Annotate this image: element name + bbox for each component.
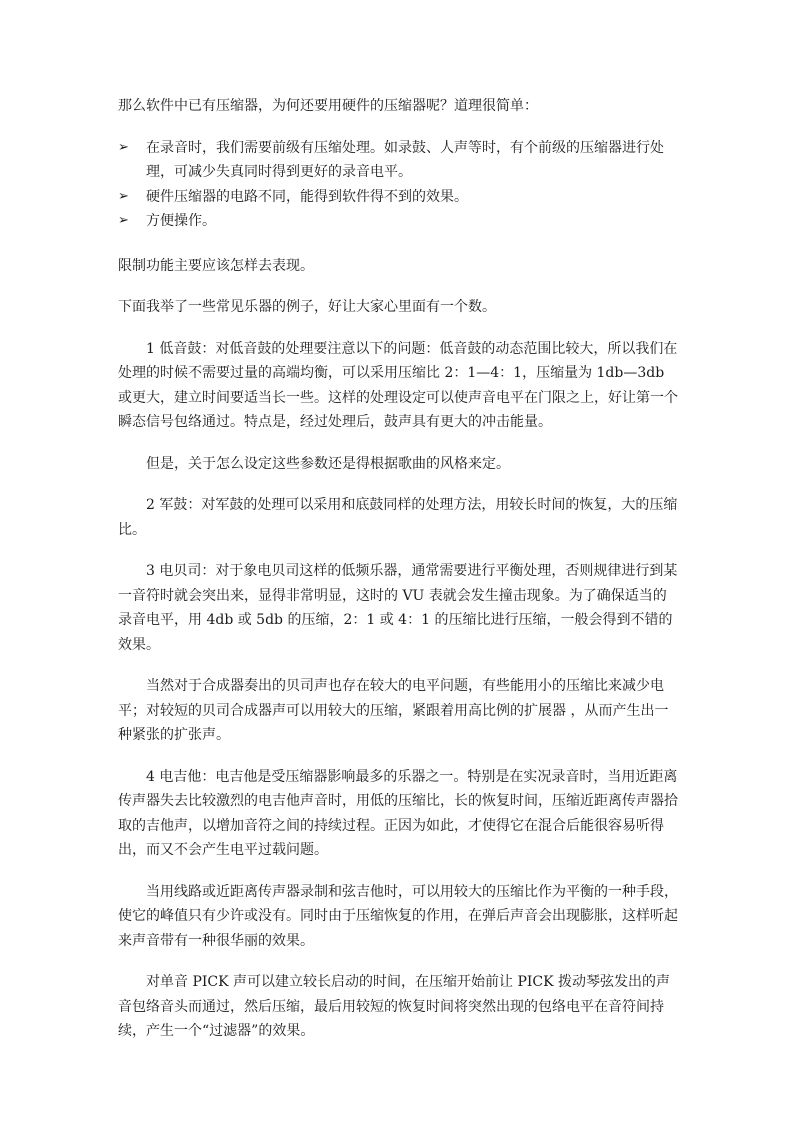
paragraph-chord-guitar: 当用线路或近距离传声器录制和弦吉他时，可以用较大的压缩比作为平衡的一种手段，使它的峰值只有少许或没有。同时由于压缩恢复的作用，在弹后声音会出现膨胀，这样听起来声音带有一种很华丽的效果。: [118, 883, 678, 949]
paragraph-synth-bass: 当然对于合成器奏出的贝司声也存在较大的电平问题，有些能用小的压缩比来减少电平；对较短的贝司合成器声可以用较大的压缩，紧跟着用高比例的扩展器 ，从而产生出一种紧张的扩张声。: [118, 678, 669, 743]
document-body: [118, 94, 678, 1044]
limit-function-line: 限制功能主要应该怎样去表现。: [118, 257, 314, 274]
list-item: [118, 185, 678, 210]
list-item: [118, 209, 678, 234]
paragraph-snare-drum: 2 军鼓：对军鼓的处理可以采用和底鼓同样的处理方法，用较长时间的恢复，大的压缩比。: [118, 497, 678, 538]
paragraph-bass-drum: 1 低音鼓：对低音鼓的处理要注意以下的问题：低音鼓的动态范围比较大，所以我们在处理的时候不需要过量的高端均衡，可以采用压缩比 2：1—4：1，压缩量为 1db—3db 或更大，建立时间要适当长一些。这样的处理设定可以使声音电平在门限之上，好让第一个瞬态信号包络通过。特点是，经过处理后，鼓声具有更大的冲击能量。: [118, 340, 678, 430]
list-item-text: 在录音时，我们需要前级有压缩处理。如录鼓、人声等时，有个前级的压缩器进行处理，可减少失真同时得到更好的录音电平。: [146, 139, 664, 180]
list-item-text: 硬件压缩器的电路不同，能得到软件得不到的效果。: [146, 188, 468, 205]
paragraph-electric-guitar: 4 电吉他：电吉他是受压缩器影响最多的乐器之一。特别是在实况录音时，当用近距离传声器失去比较激烈的电吉他声音时，用低的压缩比，长的恢复时间，压缩近距离传声器拾取的吉他声，以增加音符之间的持续过程。正因为如此，才使得它在混合后能很容易听得出，而又不会产生电平过载问题。: [118, 768, 678, 858]
examples-intro-line: 下面我举了一些常见乐器的例子，好让大家心里面有一个数。: [118, 299, 496, 315]
intro-text: 那么软件中已有压缩器，为何还要用硬件的压缩器呢？道理很简单：: [118, 98, 538, 114]
paragraph-pick-sound: 对单音 PICK 声可以建立较长启动的时间，在压缩开始前让 PICK 拨动琴弦发出的声音包络音头而通过，然后压缩，最后用较短的恢复时间将突然出现的包络电平在音符间持续，产生一个“过滤器”的效果。: [118, 974, 671, 1039]
arrow-bullet-icon: ➢: [118, 139, 129, 155]
paragraph-electric-bass: 3 电贝司：对于象电贝司这样的低频乐器，通常需要进行平衡处理，否则规律进行到某一音符时就会突出来，显得非常明显，这时的 VU 表就会发生撞击现象。为了确保适当的录音电平，用 4db 或 5db 的压缩，2：1 或 4：1 的压缩比进行压缩，一般会得到不错的效果。: [118, 563, 678, 653]
arrow-bullet-icon: ➢: [118, 188, 129, 204]
paragraph-style-note: 但是，关于怎么设定这些参数还是得根据歌曲的风格来定。: [146, 455, 510, 472]
list-item: [118, 136, 678, 185]
reason-list: [118, 136, 678, 234]
arrow-bullet-icon: ➢: [118, 213, 129, 228]
list-item-text: 方便操作。: [146, 213, 216, 229]
